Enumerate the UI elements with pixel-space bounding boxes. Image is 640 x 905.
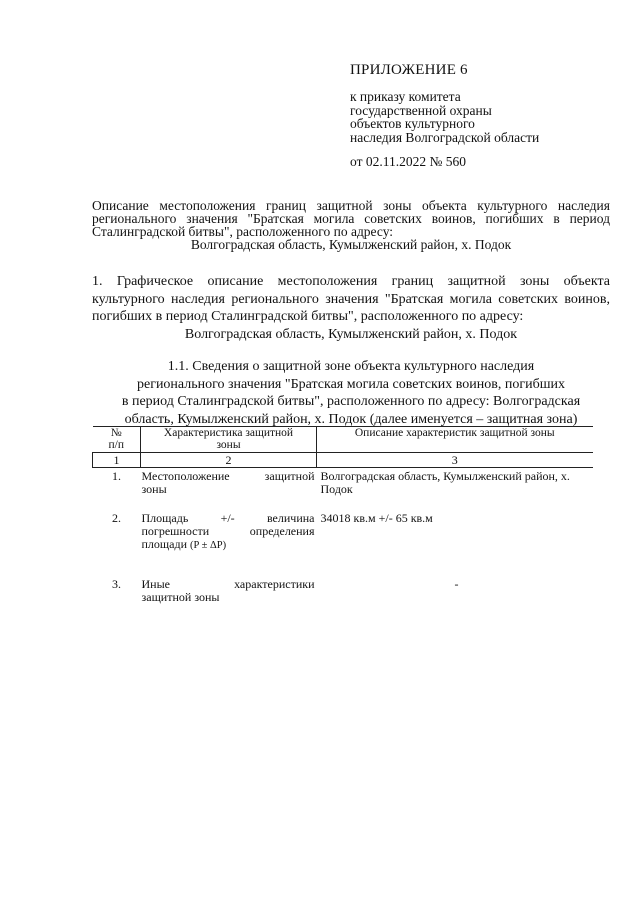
header-characteristic-line: Характеристика защитной	[163, 427, 294, 439]
row-description: 34018 кв.м +/- 65 кв.м	[320, 511, 433, 525]
appendix-title: ПРИЛОЖЕНИЕ 6	[350, 62, 468, 78]
characteristic-word: погрешности	[141, 524, 210, 538]
row-number: 2.	[112, 511, 121, 525]
appendix-order-reference	[350, 90, 539, 144]
row-number: 3.	[112, 577, 121, 591]
characteristic-line: зоны	[141, 482, 167, 496]
appendix-line: государственной охраны	[350, 102, 492, 118]
subsection-1-1-heading	[92, 358, 610, 428]
characteristic-word: определения	[249, 524, 315, 538]
header-characteristic-line: зоны	[216, 439, 241, 451]
subsection-line: в период Сталинградской битвы", расположенного по адресу: Волгоградская	[121, 394, 581, 409]
column-number: 1	[93, 453, 141, 468]
table-row	[93, 510, 593, 576]
characteristic-word: Площадь	[141, 511, 189, 525]
table-header-number	[93, 427, 141, 453]
section-1-address: Волгоградская область, Кумылженский район, х. Подок	[184, 326, 518, 342]
section-1-text: 1. Графическое описание местоположения границ защитной зоны объекта культурного наследия регионального значения "Братская могила советских воинов, погибших в период Сталинградской битвы", расположенного по адресу:	[92, 274, 610, 324]
subsection-line: регионального значения "Братская могила советских воинов, погибших	[136, 376, 566, 392]
appendix-line: наследия Волгоградской области	[350, 129, 540, 145]
characteristic-word: +/-	[220, 511, 235, 525]
table-header-characteristic	[141, 427, 317, 453]
area-formula: (P ± ΔP)	[190, 540, 227, 551]
characteristic-word: Местоположение	[141, 469, 230, 483]
description-text: Описание местоположения границ защитной зоны объекта культурного наследия регионального значения "Братская могила советских воинов, погибших в период Сталинградской битвы", расположенного по адресу:	[92, 198, 610, 239]
header-number-line: №	[110, 427, 122, 439]
appendix-line: к приказу комитета	[350, 89, 461, 104]
characteristic-word: защитной	[264, 469, 315, 483]
table-column-number-row	[93, 453, 593, 468]
table-header-description: Описание характеристик защитной зоны	[354, 427, 555, 439]
table-row	[93, 468, 593, 511]
appendix-date: от 02.11.2022 № 560	[350, 154, 466, 169]
row-description: Волгоградская область, Кумылженский район, х. Подок	[320, 469, 570, 496]
appendix-line: объектов культурного	[350, 116, 475, 131]
header-number-line: п/п	[108, 439, 124, 451]
row-number: 1.	[112, 469, 121, 483]
characteristic-line: защитной зоны	[141, 590, 220, 604]
column-number: 2	[141, 453, 317, 468]
characteristic-word: Иные	[141, 577, 170, 591]
row-description: -	[454, 577, 459, 591]
characteristic-word: характеристики	[234, 577, 315, 591]
description-paragraph	[92, 199, 610, 251]
row-characteristic	[141, 510, 317, 576]
description-address: Волгоградская область, Кумылженский район, х. Подок	[190, 237, 512, 252]
subsection-line: 1.1. Сведения о защитной зоне объекта культурного наследия	[167, 359, 535, 374]
row-characteristic	[141, 576, 317, 618]
subsection-line: область, Кумылженский район, х. Подок (далее именуется – защитная зона)	[124, 411, 578, 427]
characteristic-word: площади	[141, 537, 188, 551]
row-characteristic	[141, 468, 317, 511]
table-row	[93, 576, 593, 618]
table-header-row	[93, 427, 593, 453]
characteristic-word: величина	[266, 511, 315, 525]
column-number: 3	[317, 453, 593, 468]
protection-zone-table	[92, 426, 592, 618]
section-1-paragraph	[92, 273, 610, 343]
